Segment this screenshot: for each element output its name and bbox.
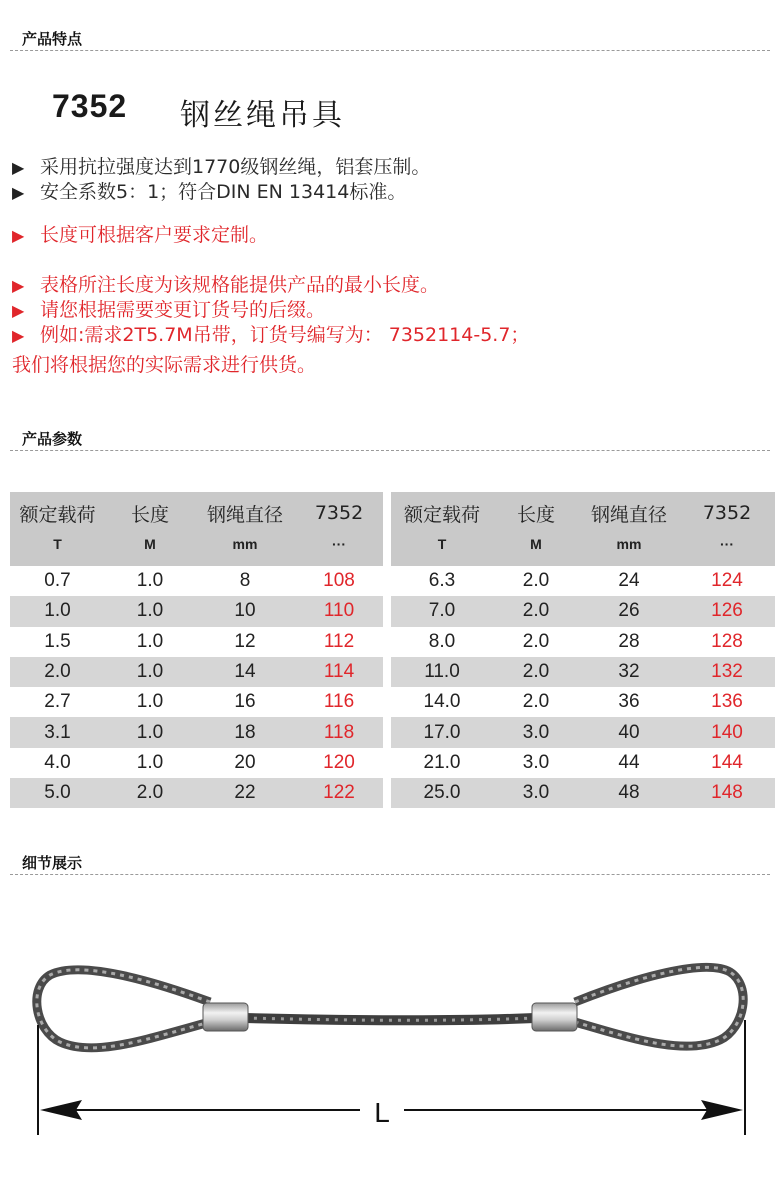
cell-load: 1.0 [10,596,105,626]
cell-code: 112 [323,630,355,652]
feature-text: 例如:需求2T5.7M吊带，订货号编写为： 7352114-5.7； [40,324,530,346]
bullet-arrow-icon: ▶ [12,301,25,320]
unit-length: M [105,534,195,566]
cell-load: 25.0 [391,778,493,808]
table-row [391,657,775,687]
header-load: 额定载荷 [391,492,493,534]
cell-diameter: 18 [195,717,295,747]
table-row [391,778,775,808]
cell-length: 3.0 [493,778,579,808]
main-rope [245,1018,535,1020]
cell-length: 1.0 [105,717,195,747]
cell-length: 2.0 [522,630,550,652]
cell-length: 1.0 [105,596,195,626]
unit-diameter: mm [195,534,295,566]
left-eye-loop [37,970,210,1048]
cell-code: 124 [711,570,743,592]
cell-diameter: 10 [195,596,295,626]
header-diameter: 钢绳直径 [579,492,679,534]
cell-code: 128 [711,630,743,652]
cell-load: 5.0 [10,778,105,808]
unit-length: M [493,534,579,566]
cell-load: 2.7 [44,691,71,713]
header-diameter: 钢绳直径 [195,492,295,534]
cell-diameter: 22 [195,778,295,808]
cell-length: 1.0 [136,691,164,713]
cell-load: 1.5 [44,630,71,652]
bullet-arrow-icon: ▶ [12,326,25,345]
cell-load: 3.1 [10,717,105,747]
table-row [391,687,775,717]
section-divider [10,450,770,451]
table-row [10,687,383,717]
unit-code: ··· [679,534,775,566]
feature-text: 表格所注长度为该规格能提供产品的最小长度。 [40,274,440,296]
table-row [10,778,383,808]
dimension-arrow-right [701,1100,743,1120]
unit-load: T [10,534,105,566]
feature-text: 长度可根据客户要求定制。 [40,224,269,246]
cell-code: 120 [323,751,355,773]
table-row [10,596,383,626]
table-row [391,596,775,626]
cell-diameter: 24 [618,570,640,592]
left-ferrule [203,1003,248,1031]
feature-item [12,298,325,323]
header-load: 额定载荷 [10,492,105,534]
header-code: 7352 [679,492,775,534]
cell-length: 1.0 [136,630,164,652]
cell-code: 108 [323,570,355,592]
dimension-arrow-left [40,1100,82,1120]
cell-code: 116 [323,691,355,713]
table-row [10,748,383,778]
cell-code: 144 [711,751,743,773]
features-section-title: 产品特点 [22,30,83,48]
cell-length: 1.0 [105,657,195,687]
params-section-title: 产品参数 [22,430,83,448]
cell-diameter: 40 [579,717,679,747]
cell-length: 2.0 [105,778,195,808]
cell-length: 2.0 [493,657,579,687]
cell-load: 7.0 [391,596,493,626]
table-row [391,627,775,657]
cell-diameter: 28 [618,630,640,652]
cell-diameter: 26 [579,596,679,626]
unit-load: T [391,534,493,566]
cell-diameter: 16 [234,691,256,713]
cell-length: 1.0 [136,570,164,592]
bullet-arrow-icon: ▶ [12,183,25,202]
cell-diameter: 8 [239,570,251,592]
cell-code: 118 [295,717,383,747]
section-divider [10,50,770,51]
section-divider [10,874,770,875]
cell-diameter: 36 [618,691,640,713]
cell-length: 2.0 [522,691,550,713]
wire-rope-sling-diagram [0,930,776,1150]
cell-load: 14.0 [423,691,461,713]
cell-diameter: 48 [579,778,679,808]
table-row [391,748,775,778]
cell-length: 2.0 [522,570,550,592]
cell-load: 8.0 [428,630,456,652]
feature-item [12,223,268,248]
cell-length: 1.0 [136,751,164,773]
cell-load: 11.0 [391,657,493,687]
details-section-title: 细节展示 [22,854,83,872]
feature-item [12,273,439,298]
product-name: 钢丝绳吊具 [180,98,345,133]
header-code: 7352 [295,492,383,534]
table-row [10,717,383,747]
cell-load: 17.0 [391,717,493,747]
cell-code: 140 [679,717,775,747]
cell-load: 4.0 [44,751,71,773]
length-label: L [374,1097,390,1128]
cell-load: 21.0 [423,751,461,773]
cell-diameter: 44 [618,751,640,773]
feature-text: 安全系数5：1；符合DIN EN 13414标准。 [40,181,407,203]
cell-code: 136 [711,691,743,713]
bullet-arrow-icon: ▶ [12,158,25,177]
feature-item [12,323,529,348]
feature-item [12,180,406,205]
bullet-arrow-icon: ▶ [12,276,25,295]
cell-code: 122 [295,778,383,808]
params-table-left [10,492,383,808]
header-length: 长度 [493,492,579,534]
cell-length: 3.0 [493,717,579,747]
feature-text: 采用抗拉强度达到1770级钢丝绳，铝套压制。 [40,156,431,178]
bullet-arrow-icon: ▶ [12,226,25,245]
params-table-right [391,492,775,808]
cell-diameter: 14 [195,657,295,687]
table-row [391,566,775,596]
cell-diameter: 12 [234,630,256,652]
cell-diameter: 20 [234,751,256,773]
cell-code: 114 [295,657,383,687]
table-row [10,566,383,596]
header-length: 长度 [105,492,195,534]
cell-code: 110 [295,596,383,626]
cell-load: 0.7 [44,570,71,592]
right-eye-loop [575,967,743,1046]
feature-text: 请您根据需要变更订货号的后缀。 [40,299,326,321]
table-row [391,717,775,747]
feature-item [12,155,430,180]
model-code: 7352 [52,88,128,124]
cell-diameter: 32 [579,657,679,687]
unit-code: ··· [295,534,383,566]
cell-code: 126 [679,596,775,626]
cell-load: 6.3 [428,570,456,592]
cell-load: 2.0 [10,657,105,687]
cell-code: 132 [679,657,775,687]
table-row [10,627,383,657]
cell-length: 3.0 [522,751,550,773]
cell-code: 148 [679,778,775,808]
table-row [10,657,383,687]
cell-length: 2.0 [493,596,579,626]
feature-tail-text: 我们将根据您的实际需求进行供货。 [12,354,317,376]
right-ferrule [532,1003,577,1031]
unit-diameter: mm [579,534,679,566]
